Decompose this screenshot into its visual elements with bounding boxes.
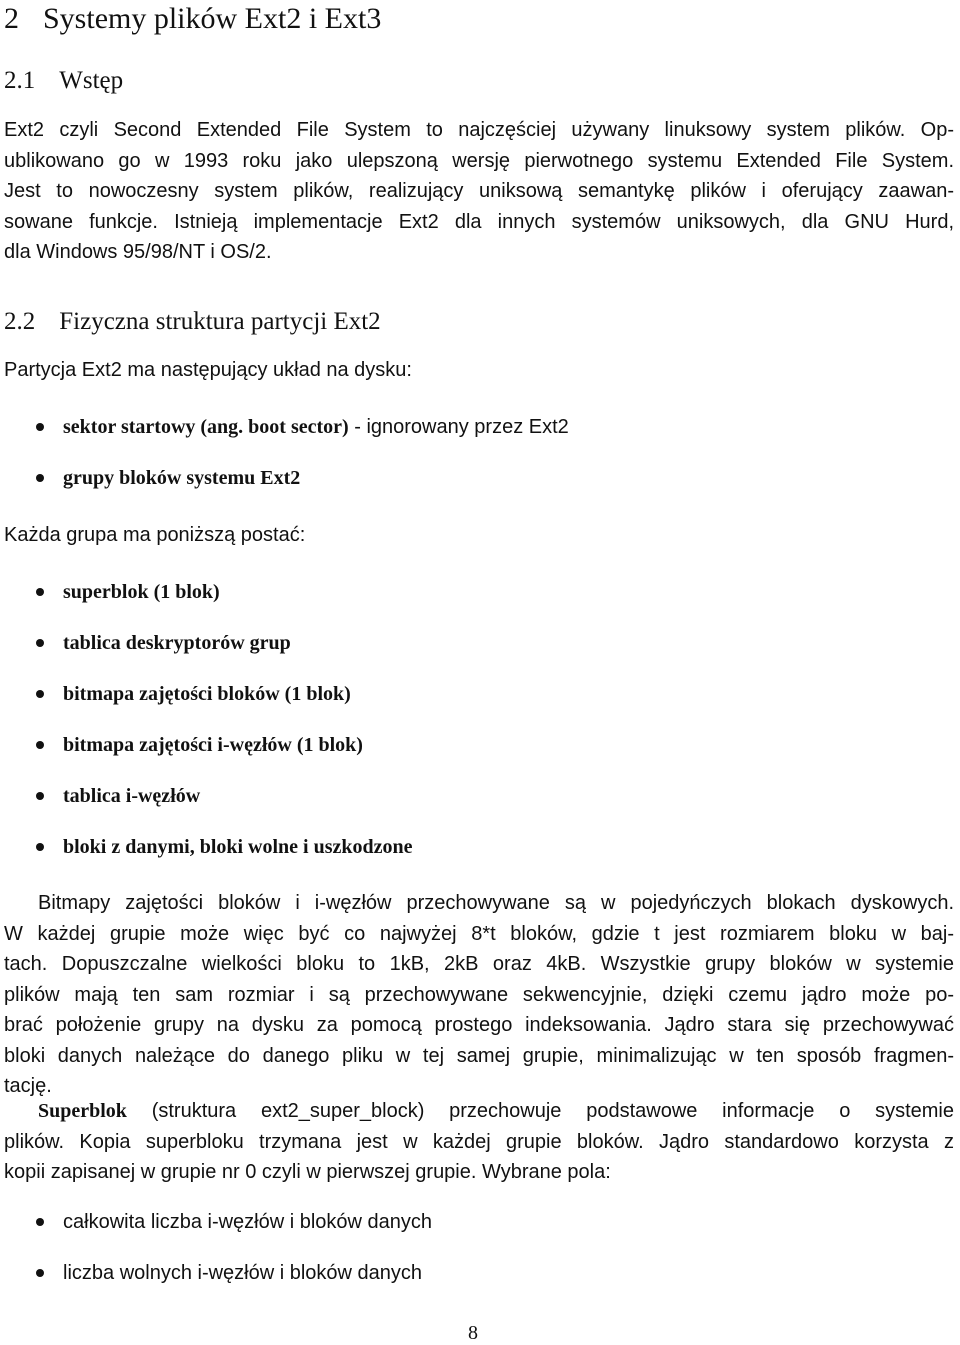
section-heading-structure (4, 307, 381, 337)
paragraph-line: ublikowano go w 1993 roku jako ulepszoną wersję pierwotnego systemu Extended File System. (4, 149, 954, 172)
list-item-text: superblok (1 blok) (63, 581, 220, 603)
paragraph-line: bloki danych należące do danego pliku w tej samej grupie, minimalizując w ten sposób fragmen- (4, 1044, 954, 1067)
list-item-text: całkowita liczba i-węzłów i bloków danych (63, 1211, 433, 1233)
paragraph-line: tację. (4, 1075, 52, 1097)
section-title: Wstęp (59, 67, 124, 94)
list-item (4, 729, 413, 780)
group-intro (4, 520, 954, 551)
list-item (4, 627, 413, 678)
list-item-text: bitmapa zajętości i-węzłów (1 blok) (63, 734, 363, 756)
list-item (4, 576, 413, 627)
paragraph-line: dla Windows 95/98/NT i OS/2. (4, 241, 272, 263)
paragraph-line: plików. Kopia superbloku trzymana jest w każdej grupie bloków. Jądro standardowo korzysta z (4, 1130, 954, 1153)
paragraph-line: Ext2 czyli Second Extended File System to najczęściej używany linuksowy system plików. Op- (4, 119, 954, 141)
bullet-icon (36, 1218, 44, 1226)
bullet-icon (36, 741, 44, 749)
list-item-term: sektor startowy (ang. boot sector) (63, 416, 349, 438)
bullet-icon (36, 843, 44, 851)
intro-paragraph (4, 115, 954, 268)
list-item-text: bloki z danymi, bloki wolne i uszkodzone (63, 836, 413, 858)
partition-intro-text: Partycja Ext2 ma następujący układ na dysku: (4, 359, 412, 381)
list-item (4, 678, 413, 729)
section-title: Fizyczna struktura partycji Ext2 (59, 308, 381, 335)
list-item-text: bitmapa zajętości bloków (1 blok) (63, 683, 351, 705)
paragraph-line: kopii zapisanej w grupie nr 0 czyli w pierwszej grupie. Wybrane pola: (4, 1161, 611, 1183)
list-item (4, 411, 569, 462)
paragraph-line: plików mają ten sam rozmiar i są przechowywane sekwencyjnie, dzięki czemu jądro może po- (4, 983, 954, 1006)
superblock-paragraph (4, 1096, 954, 1188)
group-structure-list (4, 576, 413, 882)
list-item-text: liczba wolnych i-węzłów i bloków danych (63, 1262, 423, 1284)
list-item (4, 1257, 432, 1308)
paragraph-line (4, 1096, 954, 1127)
partition-layout-list (4, 411, 569, 513)
superblock-fields-list (4, 1206, 432, 1308)
list-item (4, 780, 413, 831)
paragraph-line: brać położenie grupy na dysku za pomocą prostego indeksowania. Jądro stara się przechowywać (4, 1014, 954, 1036)
bullet-icon (36, 1269, 44, 1277)
bullet-icon (36, 588, 44, 596)
group-intro-text: Każda grupa ma poniższą postać: (4, 524, 306, 546)
list-item-text: - ignorowany przez Ext2 (348, 416, 569, 438)
chapter-heading (4, 0, 381, 38)
bitmap-paragraph (4, 888, 954, 1102)
chapter-title: Systemy plików Ext2 i Ext3 (43, 2, 382, 35)
superblock-term: Superblok (38, 1100, 127, 1122)
bullet-icon (36, 639, 44, 647)
paragraph-line: W każdej grupie może więc być co najwyżej 8*t bloków, gdzie t jest rozmiarem bloku w baj- (4, 922, 954, 945)
paragraph-line: sowane funkcje. Istnieją implementacje Ext2 dla innych systemów uniksowych, dla GNU Hurd, (4, 210, 954, 233)
list-item-term: grupy bloków systemu Ext2 (63, 467, 301, 489)
list-item-text: tablica deskryptorów grup (63, 632, 291, 654)
superblock-line-text: (struktura ext2_super_block) przechowuje podstawowe informacje o systemie (126, 1100, 954, 1122)
partition-intro (4, 355, 954, 386)
bullet-icon (36, 474, 44, 482)
list-item-text: tablica i-węzłów (63, 785, 201, 807)
list-item (4, 462, 569, 513)
chapter-number: 2 (4, 2, 19, 35)
section-number: 2.2 (4, 308, 36, 335)
paragraph-line: Bitmapy zajętości bloków i i-węzłów przechowywane są w pojedyńczych blokach dyskowych. (38, 892, 954, 914)
page-number: 8 (468, 1322, 478, 1344)
section-number: 2.1 (4, 67, 36, 94)
list-item (4, 831, 413, 882)
list-item (4, 1206, 432, 1257)
paragraph-line: Jest to nowoczesny system plików, realizujący uniksową semantykę plików i oferujący zaawan- (4, 180, 954, 202)
bullet-icon (36, 423, 44, 431)
paragraph-line: tach. Dopuszczalne wielkości bloku to 1kB, 2kB oraz 4kB. Wszystkie grupy bloków w systemie (4, 953, 954, 975)
section-heading-intro (4, 66, 123, 96)
bullet-icon (36, 792, 44, 800)
bullet-icon (36, 690, 44, 698)
